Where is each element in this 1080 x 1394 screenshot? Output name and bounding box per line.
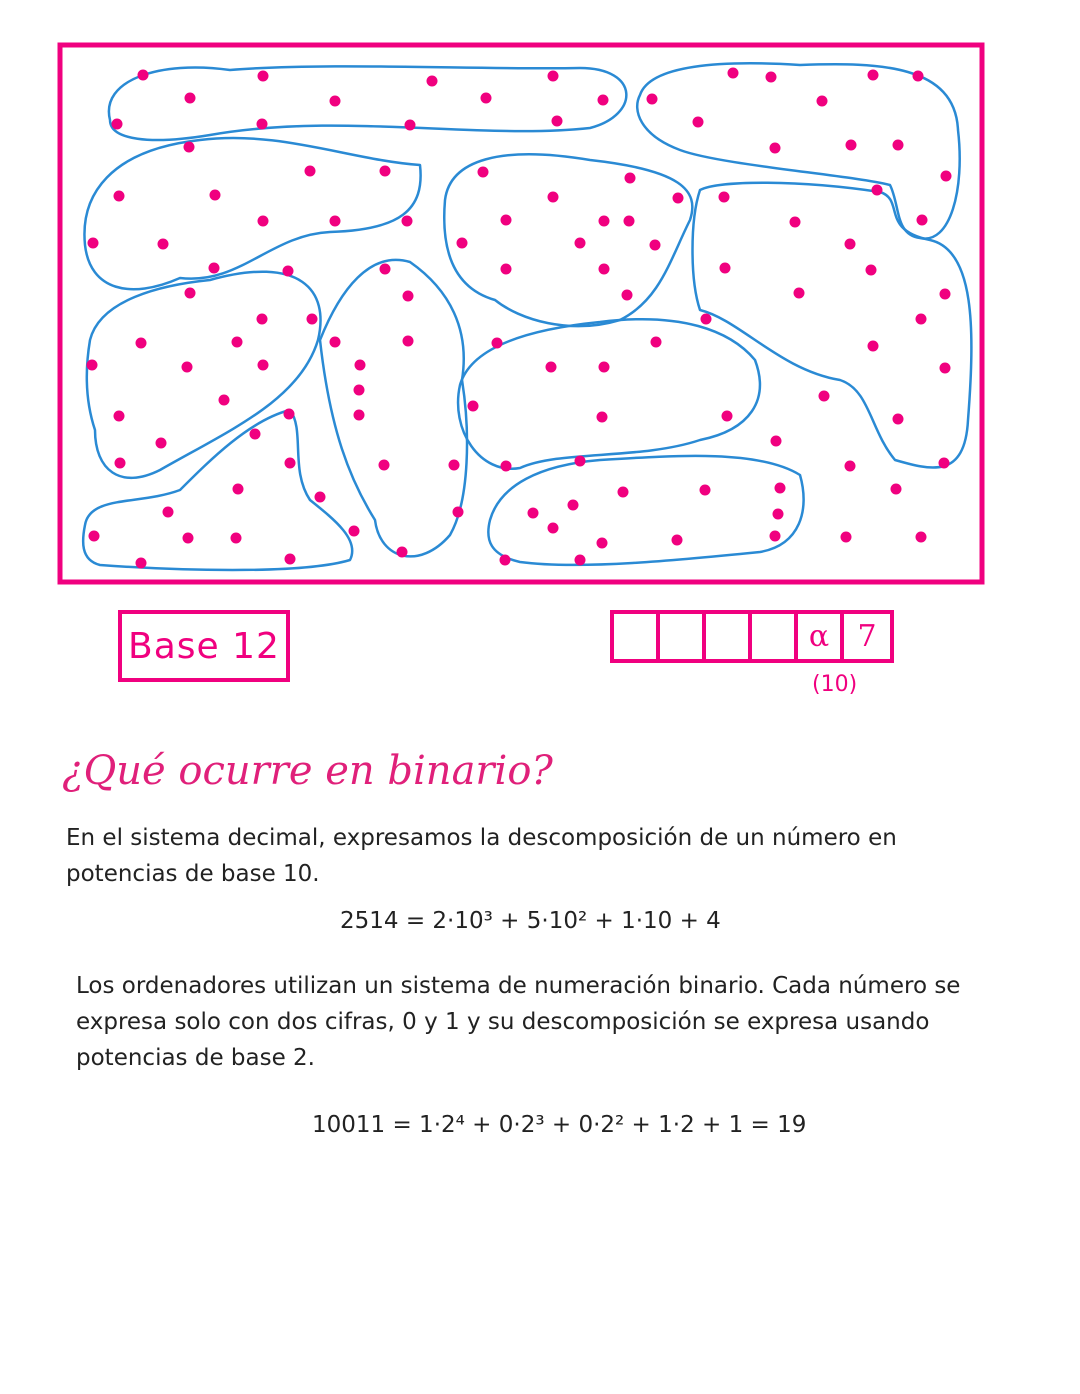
- dot: [184, 142, 195, 153]
- dot: [701, 314, 712, 325]
- dot: [285, 554, 296, 565]
- group-outline: [458, 319, 760, 469]
- dot: [868, 341, 879, 352]
- dot: [548, 71, 559, 82]
- dot: [700, 485, 711, 496]
- dot: [548, 523, 559, 534]
- paragraph-binary: Los ordenadores utilizan un sistema de numeración binario. Cada número se expresa solo con dos cifras, 0 y 1 y su descomposición se expresa usando potencias de base 2.: [76, 973, 961, 1071]
- dot: [349, 526, 360, 537]
- place-cell: [614, 614, 660, 659]
- paragraph-decimal: En el sistema decimal, expresamos la descomposición de un número en potencias de base 10.: [66, 825, 897, 887]
- dot: [354, 385, 365, 396]
- dot: [258, 216, 269, 227]
- place-cell-units: 7: [857, 619, 877, 654]
- group-outline: [693, 183, 972, 468]
- dot: [315, 492, 326, 503]
- dot: [650, 240, 661, 251]
- dot: [257, 119, 268, 130]
- dot: [305, 166, 316, 177]
- dot: [599, 264, 610, 275]
- dot: [891, 484, 902, 495]
- dot: [250, 429, 261, 440]
- dot: [209, 263, 220, 274]
- dot: [866, 265, 877, 276]
- dot: [622, 290, 633, 301]
- dot: [916, 532, 927, 543]
- dot: [841, 532, 852, 543]
- dot: [182, 362, 193, 373]
- section-heading: ¿Qué ocurre en binario?: [62, 748, 553, 794]
- dot: [672, 535, 683, 546]
- dot: [719, 192, 730, 203]
- dot: [651, 337, 662, 348]
- dot: [913, 71, 924, 82]
- dot: [893, 414, 904, 425]
- dot: [599, 362, 610, 373]
- dot: [941, 171, 952, 182]
- dot: [449, 460, 460, 471]
- dot: [868, 70, 879, 81]
- dot: [478, 167, 489, 178]
- dot: [163, 507, 174, 518]
- dot: [283, 266, 294, 277]
- equation-decimal: 2514 = 2·10³ + 5·10² + 1·10 + 4: [340, 908, 721, 934]
- dot: [330, 216, 341, 227]
- place-value-table: [610, 610, 894, 663]
- dot: [625, 173, 636, 184]
- dot: [575, 555, 586, 566]
- dot: [231, 533, 242, 544]
- place-cell: [752, 614, 798, 659]
- dot: [112, 119, 123, 130]
- group-outline: [320, 260, 467, 557]
- dot: [597, 412, 608, 423]
- group-outline: [87, 272, 321, 478]
- dot: [114, 411, 125, 422]
- dot: [773, 509, 784, 520]
- dot: [720, 263, 731, 274]
- place-cell-alpha: α: [798, 614, 844, 659]
- dot: [817, 96, 828, 107]
- base-label: Base 12: [128, 625, 280, 667]
- dot: [379, 460, 390, 471]
- dot: [917, 215, 928, 226]
- dot: [770, 531, 781, 542]
- dot: [647, 94, 658, 105]
- dot: [575, 238, 586, 249]
- dot: [457, 238, 468, 249]
- dot: [722, 411, 733, 422]
- place-cell: [706, 614, 752, 659]
- dot: [258, 360, 269, 371]
- dot: [285, 458, 296, 469]
- dot: [492, 338, 503, 349]
- dot: [156, 438, 167, 449]
- dot: [307, 314, 318, 325]
- dot: [87, 360, 98, 371]
- dot: [158, 239, 169, 250]
- dot: [597, 538, 608, 549]
- dot: [397, 547, 408, 558]
- dot: [845, 239, 856, 250]
- dot: [624, 216, 635, 227]
- place-cell: [660, 614, 706, 659]
- dot: [771, 436, 782, 447]
- dot: [380, 264, 391, 275]
- dot: [380, 166, 391, 177]
- dot: [673, 193, 684, 204]
- dot: [233, 484, 244, 495]
- dot: [916, 314, 927, 325]
- dot: [546, 362, 557, 373]
- dot: [893, 140, 904, 151]
- dot: [846, 140, 857, 151]
- equation-binary: 10011 = 1·2⁴ + 0·2³ + 0·2² + 1·2 + 1 = 19: [312, 1112, 807, 1138]
- dot: [501, 461, 512, 472]
- dot: [845, 461, 856, 472]
- group-outline: [83, 410, 352, 570]
- dot: [940, 289, 951, 300]
- dot: [330, 337, 341, 348]
- base-subscript: (10): [812, 672, 858, 697]
- base-label-box: [118, 610, 290, 682]
- grouping-figure: [0, 0, 1080, 600]
- dot: [284, 409, 295, 420]
- dot: [185, 93, 196, 104]
- dot: [403, 291, 414, 302]
- dot: [819, 391, 830, 402]
- dot: [468, 401, 479, 412]
- dot: [598, 95, 609, 106]
- dot: [402, 216, 413, 227]
- dot: [728, 68, 739, 79]
- dot: [790, 217, 801, 228]
- dot: [568, 500, 579, 511]
- group-outline: [637, 63, 959, 238]
- dot: [115, 458, 126, 469]
- dot: [232, 337, 243, 348]
- dot: [940, 363, 951, 374]
- dot: [185, 288, 196, 299]
- dot: [500, 555, 511, 566]
- dot: [501, 264, 512, 275]
- dot: [114, 191, 125, 202]
- dot: [552, 116, 563, 127]
- dot: [872, 185, 883, 196]
- dot: [618, 487, 629, 498]
- dot: [794, 288, 805, 299]
- dot: [766, 72, 777, 83]
- dot: [939, 458, 950, 469]
- dot: [599, 216, 610, 227]
- dot: [183, 533, 194, 544]
- dot: [403, 336, 414, 347]
- dot: [355, 360, 366, 371]
- dot: [528, 508, 539, 519]
- dot: [405, 120, 416, 131]
- dot: [136, 558, 147, 569]
- dot: [501, 215, 512, 226]
- dot: [138, 70, 149, 81]
- dot: [89, 531, 100, 542]
- dot: [770, 143, 781, 154]
- dot: [136, 338, 147, 349]
- dot: [481, 93, 492, 104]
- dot: [258, 71, 269, 82]
- dot: [427, 76, 438, 87]
- dot: [354, 410, 365, 421]
- dot: [257, 314, 268, 325]
- figure-frame: [60, 45, 982, 582]
- dot: [330, 96, 341, 107]
- dot: [775, 483, 786, 494]
- dot: [88, 238, 99, 249]
- dot: [548, 192, 559, 203]
- dot: [575, 456, 586, 467]
- dot: [219, 395, 230, 406]
- dot: [453, 507, 464, 518]
- dot: [210, 190, 221, 201]
- dot: [693, 117, 704, 128]
